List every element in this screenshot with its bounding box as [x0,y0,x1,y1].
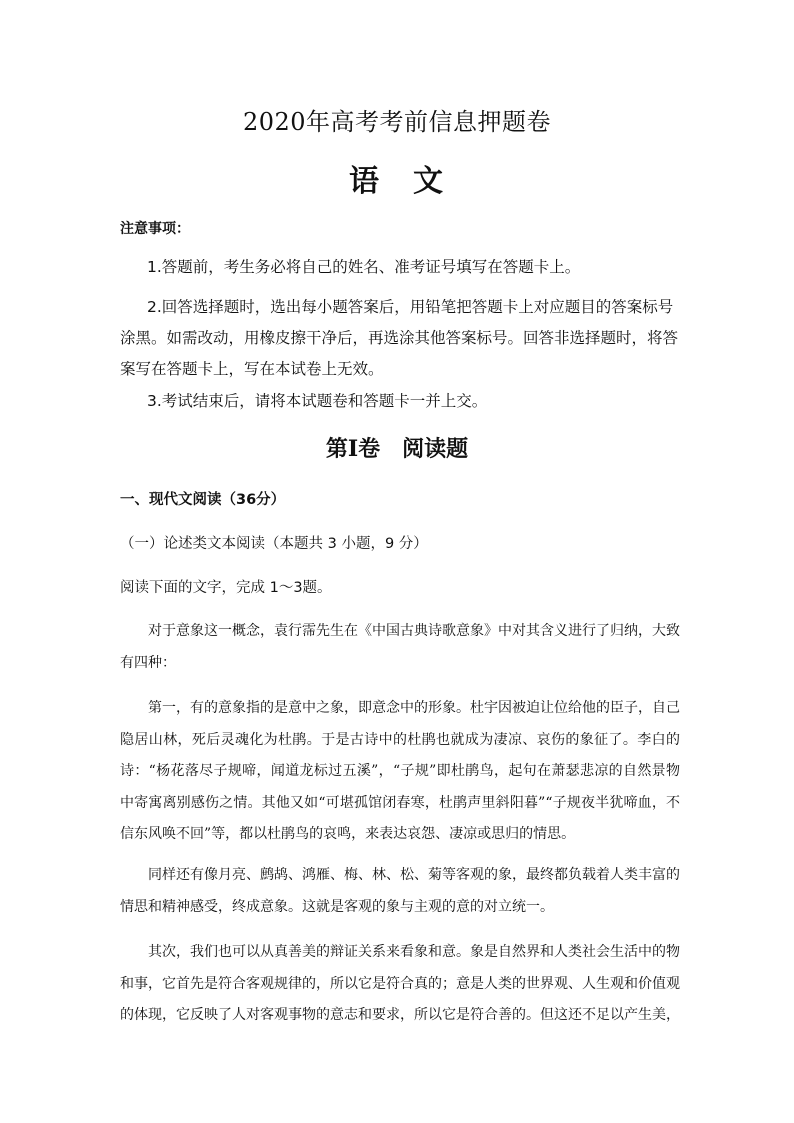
passage-paragraph: 其次，我们也可以从真善美的辩证关系来看象和意。象是自然界和人类社会生活中的物和事，它首先是符合客观规律的，所以它是符合真的；意是人类的世界观、人生观和价值观的体现，它反映了人对客观事物的意志和要求，所以它是符合善的。但这还不足以产生美， [120,944,680,1023]
sub-heading: （一）论述类文本阅读（本题共 3 小题，9 分） [120,536,428,552]
passage-paragraph: 第一，有的意象指的是意中之象，即意念中的形象。杜宇因被迫让位给他的臣子，自己隐居山林，死后灵魂化为杜鹃。于是古诗中的杜鹃也就成为凄凉、哀伤的象征了。李白的诗：“杨花落尽子规啼，闻道龙标过五溪”，“子规”即杜鹃鸟，起句在萧瑟悲凉的自然景物中寄寓离别感伤之情。其他又如“可堪孤馆闭春寒，杜鹃声里斜阳暮”“子规夜半犹啼血，不信东风唤不回”等，都以杜鹃鸟的哀鸣，来表达哀怨、凄凉或思归的情思。 [120,700,680,842]
part-heading: 一、现代文阅读（36分） [120,492,286,508]
exam-title: 2020年高考考前信息押题卷 [242,108,552,136]
notice-heading: 注意事项： [120,221,190,237]
passage-paragraph: 同样还有像月亮、鹧鸪、鸿雁、梅、林、松、菊等客观的象，最终都负载着人类丰富的情思和精神感受，终成意象。这就是客观的象与主观的意的对立统一。 [120,867,680,915]
reading-instruction: 阅读下面的文字，完成 1～3题。 [120,580,332,596]
notice-item: 3.考试结束后，请将本试题卷和答题卡一并上交。 [147,392,488,410]
passage-paragraph: 对于意象这一概念，袁行霈先生在《中国古典诗歌意象》中对其含义进行了归纳，大致有四种： [120,623,680,671]
subject-title: 语 文 [349,164,445,199]
notice-item: 2.回答选择题时，选出每小题答案后，用铅笔把答题卡上对应题目的答案标号涂黑。如需改动，用橡皮擦干净后，再选涂其他答案标号。回答非选择题时，将答案写在答题卡上，写在本试卷上无效。 [120,298,679,378]
notice-item: 1.答题前，考生务必将自己的姓名、准考证号填写在答题卡上。 [147,258,581,276]
section-title: 第Ⅰ卷 阅读题 [325,436,469,462]
